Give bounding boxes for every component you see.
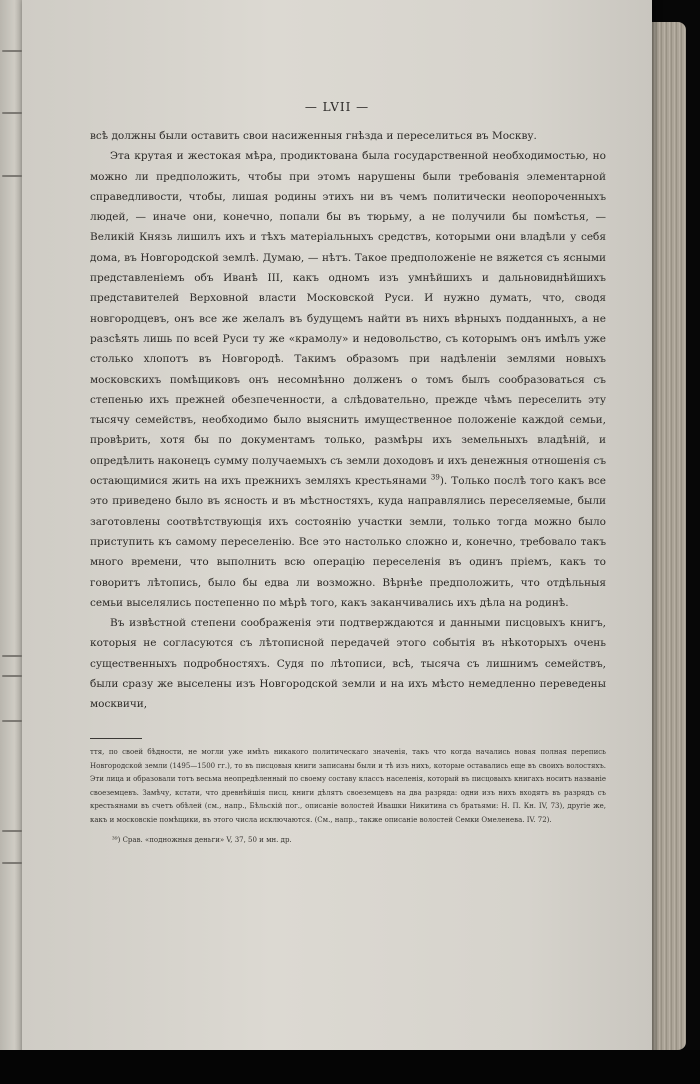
paragraph: Эта крутая и жестокая мѣра, продиктована была государственной необходимостью, но можно ли предположить, чтобы при этомъ нарушены были требованія элементарной справедливости, чтобы, лишая родины этихъ ни въ чемъ политически неопороченныхъ людей, — иначе они, конечно, попали бы въ тюрьму, а не получили бы помѣстья, — Великій Князь лишилъ ихъ и тѣхъ матеріальныхъ средствъ, которыми они владѣли у себя дома, въ Новгородской землѣ. Думаю, — нѣтъ. Такое предположеніе не вяжется съ ясными представленіемъ объ Иванѣ III, какъ одномъ изъ умнѣйшихъ и дальновиднѣйшихъ представителей Верховной власти Московской Руси. И нужно думать, что, сводя новгородцевъ, онъ все же желалъ въ будущемъ найти въ нихъ вѣрныхъ подданныхъ, а не разсѣять лишь по всей Руси ту же «крамолу» и недовольство, съ которымъ онъ имѣлъ уже столько хлопотъ въ Новгородѣ. Такимъ образомъ при надѣленіи землями новыхъ московскихъ помѣщиковъ онъ несомнѣнно долженъ о томъ былъ сообразоваться съ степенью ихъ прежней обезпеченности, а слѣдовательно, прежде чѣмъ переселить эту тысячу семействъ, необходимо было выяснить имущественное положеніе каждой семьи, провѣрить, хотя бы по документамъ только, размѣры ихъ земельныхъ владѣній, и опредѣлить наконецъ сумму получаемыхъ съ земли доходовъ и ихъ денежныя отношенія съ остающимися жить на ихъ прежнихъ земляхъ крестьянами $^{39}$). Только послѣ того какъ все это приведено было въ ясность и въ мѣстностяхъ, куда направлялись переселяемые, были заготовлены соотвѣтствующія ихъ состоянію участки земли, только тогда можно было приступить къ самому переселенію. Все это настолько сложно и, конечно, требовало такъ много времени, что выполнить всю операцію переселенія въ одинъ пріемъ, какъ то говоритъ лѣтопись, было бы едва ли возможно. Вѣрнѣе предположить, что отдѣльныя семьи выселялись постепенно по мѣрѣ того, какъ заканчивались ихъ дѣла на родинѣ. [90,150,606,609]
footnote: ³⁹) Срав. «подножныя деньги» V, 37, 50 и мн. др. [112,835,292,844]
margin-mark [2,175,22,177]
margin-mark [2,720,22,722]
margin-mark [2,675,22,677]
footnotes [90,746,606,847]
margin-mark [2,112,22,114]
main-text [90,126,606,715]
footnote-ref: 39 [430,473,440,482]
margin-mark [2,655,22,657]
page-number: — LVII — [304,100,370,114]
background-shadow [0,1050,700,1084]
footnote: ття, по своей бѣдности, не могли уже имѣть никакого политическаго значенія, такъ что когда начались новая полная перепись Новгородской земли (1495—1500 гг.), то въ писцовыя книги записаны были и тѣ изъ нихъ, которые оставались еще въ своихъ волостяхъ. Эти лица и образовали тотъ весьма неопредѣленный по своему составу классъ населенія, который въ писцовыхъ книгахъ носитъ названіе своеземцевъ. Замѣчу, кстати, что древнѣйшія писц. книги дѣлятъ своеземцевъ на два разряда: одни изъ нихъ входятъ въ разрядъ съ крестьянами въ счетъ обѣлей (см., напр., Бѣльскій пог., описаніе волостей Ивашки Никитина съ братьями: Н. П. Кн. IV, 73), другіе же, какъ и московскіе помѣщики, въ этого числа исключаются. (См., напр., также описаніе волостей Семки Омеленева. IV. 72). [90,748,606,824]
left-page-edge [0,0,24,1050]
book-page [22,0,652,1058]
margin-mark [2,830,22,832]
margin-mark [2,50,22,52]
footnote-divider [90,738,142,739]
paragraph: всѣ должны были оставить свои насиженныя гнѣзда и переселиться въ Москву. [90,130,537,142]
book-page-edges [648,22,686,1050]
paragraph: Въ извѣстной степени соображенія эти подтверждаются и данными писцовыхъ книгъ, которыя не согласуются съ лѣтописной передачей этого событія въ нѣкоторыхъ очень существенныхъ подробностяхъ. Судя по лѣтописи, всѣ, тысяча съ лишнимъ семействъ, были сразу же выселены изъ Новгородской земли и на ихъ мѣсто немедленно переведены москвичи, [90,617,606,711]
margin-mark [2,862,22,864]
